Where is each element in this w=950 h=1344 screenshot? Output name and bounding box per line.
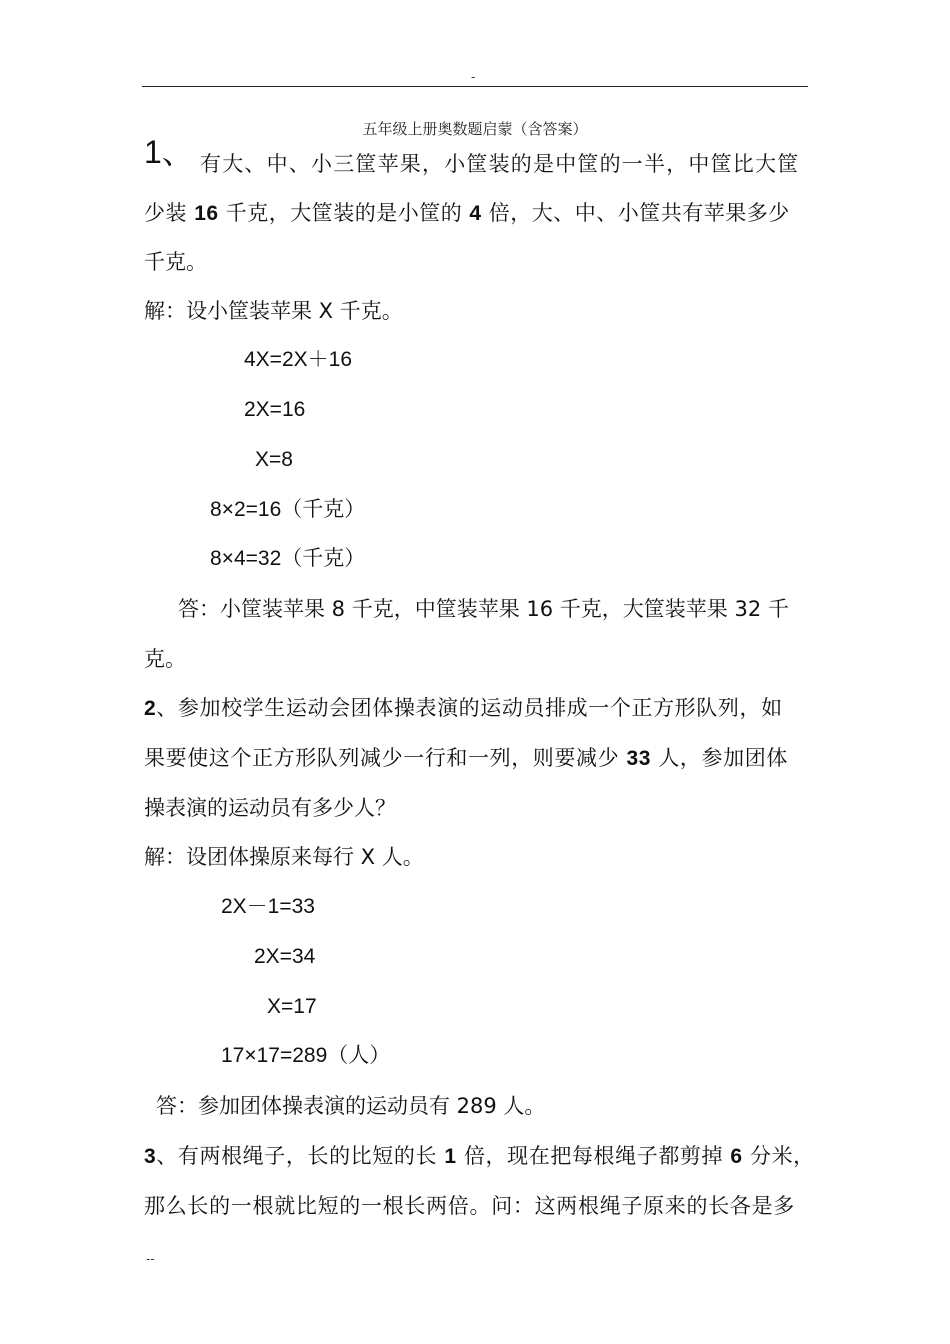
q1-number: 1、 bbox=[144, 134, 194, 170]
q1-text-line-3: 千克。 bbox=[144, 250, 207, 274]
header-rule bbox=[142, 86, 808, 87]
q1-answer-line-2: 克。 bbox=[144, 647, 186, 671]
q2-text-line-1 bbox=[144, 694, 783, 723]
q2-text-line-3: 操表演的运动员有多少人？ bbox=[144, 796, 396, 820]
q2-number: 2 bbox=[144, 697, 157, 720]
header-mark: - bbox=[471, 70, 476, 84]
q3-number-1: 1 bbox=[444, 1145, 457, 1168]
q3-text-line-2: 那么长的一根就比短的一根长两倍。问：这两根绳子原来的长各是多 bbox=[144, 1194, 795, 1218]
q1-text-line-1: 有大、中、小三筐苹果，小筐装的是中筐的一半，中筐比大筐 bbox=[200, 152, 800, 176]
q1-number-4: 4 bbox=[469, 202, 482, 225]
q3-text-part: 、有两根绳子，长的比短的长 bbox=[156, 1144, 438, 1168]
q2-text-part: 、参加校学生运动会团体操表演的运动员排成一个正方形队列，如 bbox=[156, 696, 783, 720]
q2-text-part: 果要使这个正方形队列减少一行和一列，则要减少 bbox=[144, 746, 620, 770]
q3-text-part: 分米， bbox=[749, 1144, 815, 1168]
q2-step-3: X=17 bbox=[267, 995, 317, 1018]
q1-number-16: 16 bbox=[194, 202, 219, 225]
q1-text-part: 千克，大筐装的是小筐的 bbox=[225, 201, 463, 225]
q1-number-line bbox=[144, 134, 194, 174]
q2-text-part: 人，参加团体 bbox=[658, 746, 788, 770]
q1-answer-line-1: 答：小筐装苹果 8 千克，中筐装苹果 16 千克，大筐装苹果 32 千 bbox=[178, 597, 789, 621]
q2-step-4: 17×17=289（人） bbox=[221, 1044, 391, 1067]
q1-step-3: X=8 bbox=[255, 448, 293, 471]
footer-mark: -- bbox=[146, 1252, 155, 1266]
q1-solution-intro: 解：设小筐装苹果 X 千克。 bbox=[144, 299, 403, 323]
q2-number-33: 33 bbox=[626, 747, 652, 770]
q3-text-line-1 bbox=[144, 1142, 815, 1171]
q2-solution-intro: 解：设团体操原来每行 X 人。 bbox=[144, 845, 424, 869]
q3-number: 3 bbox=[144, 1145, 157, 1168]
q1-step-5: 8×4=32（千克） bbox=[210, 547, 366, 570]
q1-step-4: 8×2=16（千克） bbox=[210, 498, 366, 521]
q2-step-2: 2X=34 bbox=[254, 945, 316, 968]
q2-answer: 答：参加团体操表演的运动员有 289 人。 bbox=[156, 1094, 546, 1118]
q2-text-line-2 bbox=[144, 744, 788, 773]
document-title: 五年级上册奥数题启蒙（含答案） bbox=[362, 120, 588, 138]
q1-step-2: 2X=16 bbox=[244, 398, 306, 421]
q2-step-1: 2X－1=33 bbox=[221, 895, 315, 918]
q3-number-6: 6 bbox=[730, 1145, 743, 1168]
q3-text-part: 倍，现在把每根绳子都剪掉 bbox=[463, 1144, 724, 1168]
q1-text-part: 倍，大、中、小筐共有苹果多少 bbox=[488, 201, 790, 225]
q1-step-1: 4X=2X＋16 bbox=[244, 348, 352, 371]
q1-text-line-2 bbox=[144, 199, 790, 228]
q1-text-part: 少装 bbox=[144, 201, 187, 225]
